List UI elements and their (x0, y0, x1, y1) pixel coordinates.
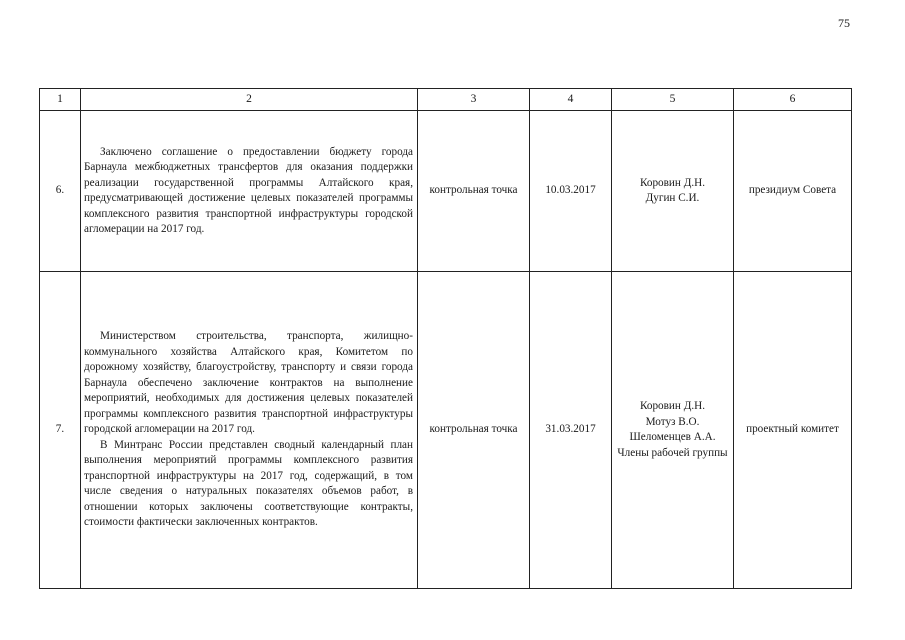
responsible-person: Мотуз В.О. (645, 415, 700, 428)
responsible-person: Коровин Д.Н. (639, 400, 706, 412)
row-body: президиум Совета (734, 111, 852, 272)
row-number: 7. (40, 272, 81, 589)
row-responsible (612, 111, 734, 272)
row-description (81, 272, 418, 589)
column-header: 4 (530, 89, 612, 111)
column-header: 6 (734, 89, 852, 111)
column-header: 1 (40, 89, 81, 111)
row-date: 10.03.2017 (530, 111, 612, 272)
schedule-table (39, 88, 852, 589)
table-header-row (40, 89, 852, 111)
column-header: 3 (418, 89, 530, 111)
table-row (40, 111, 852, 272)
row-responsible (612, 272, 734, 589)
responsible-person: Шеломенцев А.А. (629, 431, 716, 443)
responsible-person: Члены рабочей группы (617, 446, 728, 459)
row-date: 31.03.2017 (530, 272, 612, 589)
responsible-person: Дугин С.И. (645, 192, 700, 204)
responsible-person: Коровин Д.Н. (639, 176, 706, 189)
description-paragraph: Министерством строительства, транспорта, жилищно-коммунального хозяйства Алтайского края, Комитетом по дорожному хозяйству, благоустройству, транспорту и связи города Барнаула обеспечено заключение контрактов на выполнение мероприятий, необходимых для достижения целевых показателей программы комплексного развития транспортной инфраструктуры городской агломерации на 2017 год. (84, 330, 413, 436)
page-number: 75 (838, 16, 850, 30)
column-header: 2 (81, 89, 418, 111)
row-number: 6. (40, 111, 81, 272)
description-paragraph: В Минтранс России представлен сводный календарный план выполнения мероприятий программы комплексного развития транспортной инфраструктуры на 2017 год, содержащий, в том числе сведения о натуральных показателях объемов работ, в отношении которых заключены соответствующие контракты, стоимости фактически заключенных контрактов. (84, 438, 413, 529)
table-row (40, 272, 852, 589)
column-header: 5 (612, 89, 734, 111)
row-type: контрольная точка (418, 272, 530, 589)
row-description (81, 111, 418, 272)
row-type: контрольная точка (418, 111, 530, 272)
description-paragraph: Заключено соглашение о предоставлении бюджету города Барнаула межбюджетных трансфертов для оказания поддержки реализации государственной программы Алтайского края, предусматривающей достижение целевых показателей программы комплексного развития транспортной инфраструктуры городской агломерации на 2017 год. (84, 145, 413, 235)
row-body: проектный комитет (734, 272, 852, 589)
